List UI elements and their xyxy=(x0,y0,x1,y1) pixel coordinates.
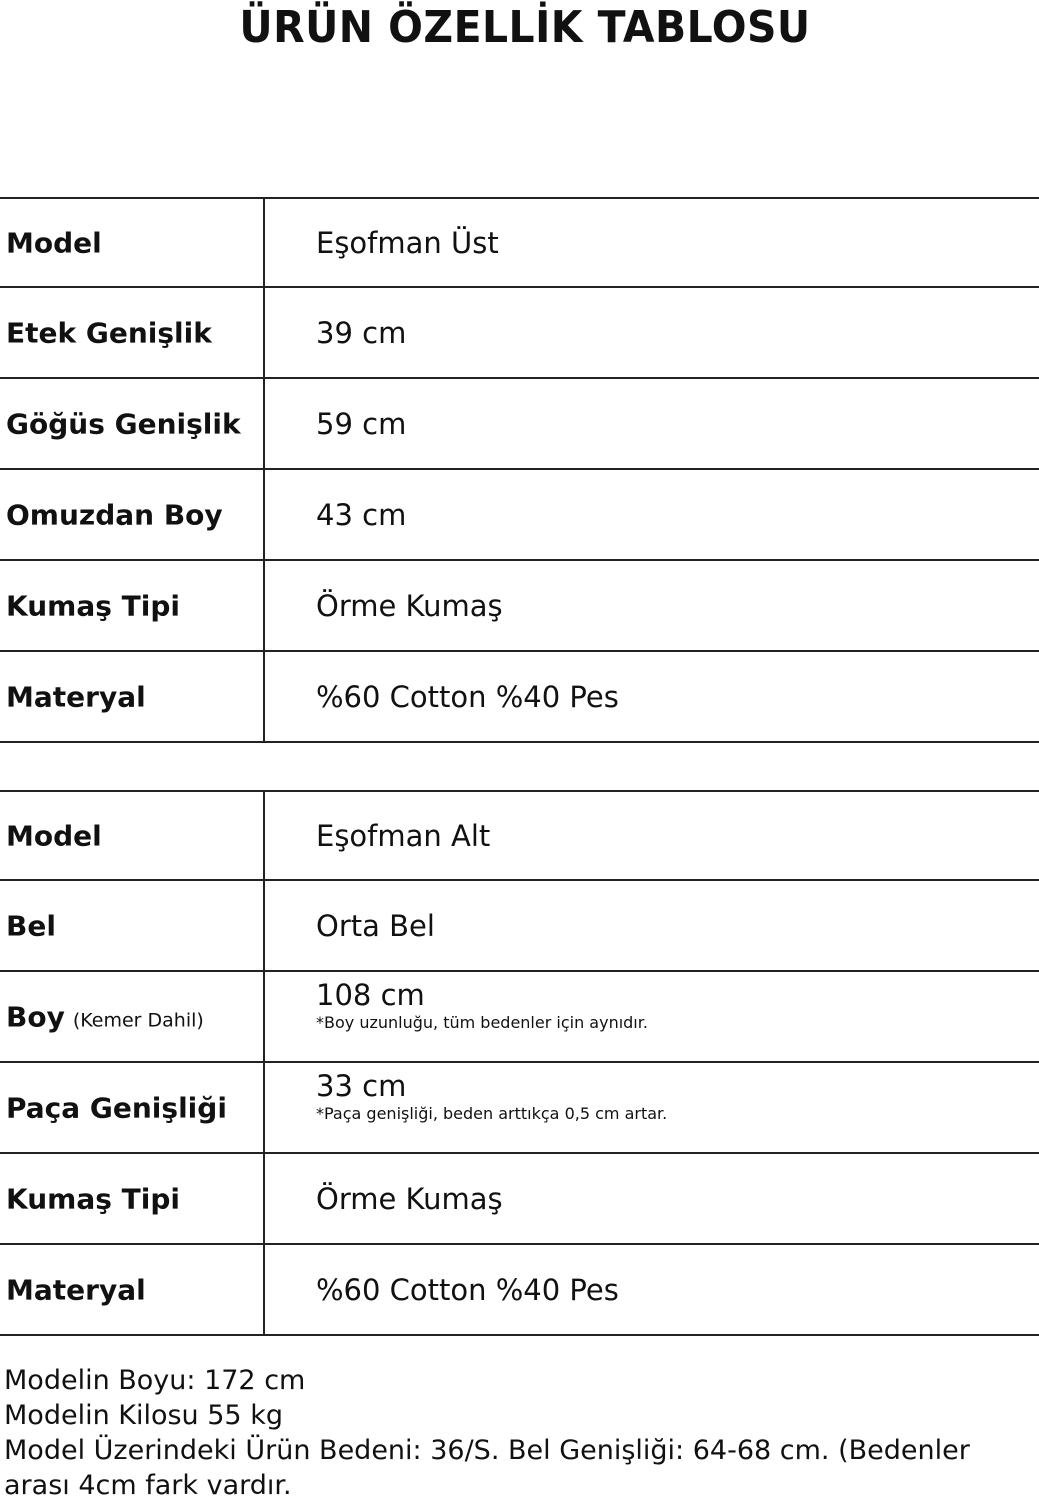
note-line: Modelin Kilosu 55 kg xyxy=(4,1400,283,1431)
row-value: Örme Kumaş xyxy=(316,1181,503,1216)
row-value: 39 cm xyxy=(316,315,407,350)
row-value: 59 cm xyxy=(316,406,407,441)
row-value-note: *Paça genişliği, beden arttıkça 0,5 cm artar. xyxy=(316,1103,668,1123)
row-label-note: (Kemer Dahil) xyxy=(72,1009,204,1031)
row-value: 108 cm xyxy=(316,978,425,1012)
bottom-spec-table xyxy=(0,790,1039,1336)
table-row xyxy=(0,652,1039,743)
note-line: Modelin Boyu: 172 cm xyxy=(4,1365,306,1396)
table-row xyxy=(0,1154,1039,1245)
row-value: 33 cm xyxy=(316,1069,407,1103)
row-label: Göğüs Genişlik xyxy=(6,407,241,440)
table-row xyxy=(0,1063,1039,1154)
row-value: Orta Bel xyxy=(316,908,435,943)
row-label: Etek Genişlik xyxy=(6,316,212,349)
row-label: Paça Genişliği xyxy=(6,1091,227,1124)
row-label: Kumaş Tipi xyxy=(6,1182,180,1215)
page-title: ÜRÜN ÖZELLİK TABLOSU xyxy=(239,2,811,53)
table-row xyxy=(0,288,1039,379)
note-line: Model Üzerindeki Ürün Bedeni: 36/S. Bel Genişliği: 64-68 cm. (Bedenler xyxy=(4,1435,970,1466)
top-spec-table xyxy=(0,197,1039,743)
row-value-group xyxy=(316,1071,667,1122)
row-label: Boy xyxy=(6,1000,65,1033)
row-value: 43 cm xyxy=(316,497,407,532)
table-row xyxy=(0,790,1039,881)
row-value-note: *Boy uzunluğu, tüm bedenler için aynıdır. xyxy=(316,1012,648,1032)
row-label: Model xyxy=(6,819,102,852)
row-value: Eşofman Alt xyxy=(316,818,491,853)
row-value-group xyxy=(316,980,648,1031)
row-label: Omuzdan Boy xyxy=(6,498,223,531)
row-label: Materyal xyxy=(6,680,146,713)
row-label: Model xyxy=(6,226,102,259)
row-value: Eşofman Üst xyxy=(316,225,499,260)
row-value: Örme Kumaş xyxy=(316,588,503,623)
row-label: Materyal xyxy=(6,1273,146,1306)
row-value: %60 Cotton %40 Pes xyxy=(316,1272,619,1307)
row-label: Bel xyxy=(6,909,56,942)
table-row xyxy=(0,379,1039,470)
row-label-group xyxy=(6,1000,204,1033)
row-label: Kumaş Tipi xyxy=(6,589,180,622)
table-row xyxy=(0,561,1039,652)
table-row xyxy=(0,470,1039,561)
table-row xyxy=(0,881,1039,972)
table-row xyxy=(0,1245,1039,1336)
table-row xyxy=(0,197,1039,288)
table-row xyxy=(0,972,1039,1063)
note-line: arası 4cm fark vardır. xyxy=(4,1470,292,1501)
row-value: %60 Cotton %40 Pes xyxy=(316,679,619,714)
model-info-notes xyxy=(4,1363,1034,1503)
